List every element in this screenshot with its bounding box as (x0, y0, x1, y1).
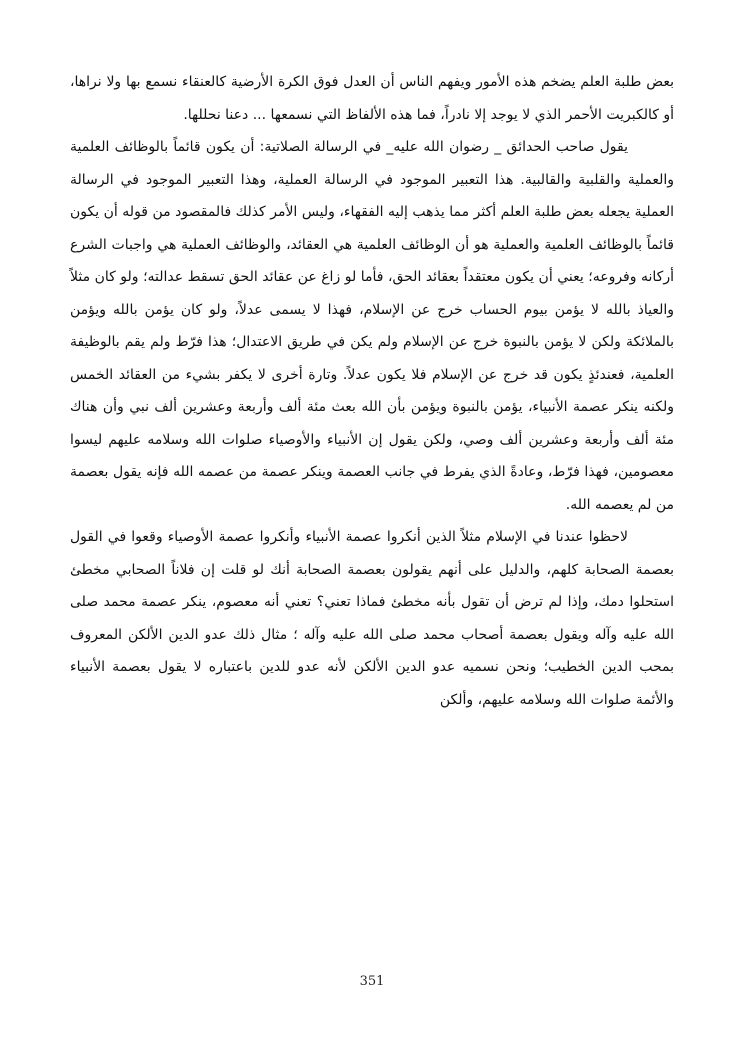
page-number: 351 (359, 974, 385, 989)
page-body (70, 66, 674, 716)
paragraph: بعض طلبة العلم يضخم هذه الأمور ويفهم الناس أن العدل فوق الكرة الأرضية كالعنقاء نسمع بها ولا نراها، أو كالكبريت الأحمر الذي لا يوجد إلا نادراً، فما هذه الألفاظ التي نسمعها ... دعنا نحللها. (70, 74, 674, 123)
paragraph: لاحظوا عندنا في الإسلام مثلاً الذين أنكروا عصمة الأنبياء وأنكروا عصمة الأوصياء وقعوا في القول بعصمة الصحابة كلهم، والدليل على أنهم يقولون بعصمة الصحابة أنك لو قلت إن فلاناً الصحابي مخطئ استحلوا دمك، وإذا لم ترض أن تقول بأنه مخطئ فماذا تعني؟ تعني أنه معصوم، ينكر عصمة محمد صلى الله عليه وآله ويقول بعصمة أصحاب محمد صلى الله عليه وآله ؛ مثال ذلك عدو الدين الألكن المعروف بمحب الدين الخطيب؛ ونحن نسميه عدو الدين الألكن لأنه عدو للدين باعتباره لا يقول بعصمة الأنبياء والأئمة صلوات الله وسلامه عليهم، وألكن (70, 529, 674, 708)
paragraph: يقول صاحب الحدائق _ رضوان الله عليه_ في الرسالة الصلاتية: أن يكون قائماً بالوظائف العلمية والعملية والقلبية والقالبية. هذا التعبير الموجود في الرسالة العملية، وهذا التعبير الموجود في الرسالة العملية يجعله بعض طلبة العلم أكثر مما يذهب إليه الفقهاء، وليس الأمر كذلك فالمقصود من قوله أن يكون قائماً بالوظائف العلمية والعملية هو أن الوظائف العلمية هي العقائد، والوظائف العملية هي واجبات الشرع أركانه وفروعه؛ يعني أن يكون معتقداً بعقائد الحق، فأما لو زاغ عن عقائد الحق تسقط عدالته؛ ولو كان مثلاً والعياذ بالله لا يؤمن بيوم الحساب خرج عن الإسلام، فهذا لا يسمى عدلاً، ولو كان يؤمن بالله ويؤمن بالملائكة ولكن لا يؤمن بالنبوة خرج عن الإسلام ولم يكن في طريق الاعتدال؛ هذا فرّط ولم يقم بالوظيفة العلمية، فعندئذٍ يكون قد خرج عن الإسلام فلا يكون عدلاً. وتارة أخرى لا يكفر بشيء من العقائد الخمس ولكنه ينكر عصمة الأنبياء، يؤمن بالنبوة ويؤمن بأن الله بعث مئة ألف وأربعة وعشرين ألف نبي وأن هناك مئة ألف وأربعة وعشرين ألف وصي، ولكن يقول إن الأنبياء والأوصياء صلوات الله وسلامه عليهم ليسوا معصومين، فهذا فرّط، وعادةً الذي يفرط في جانب العصمة وينكر عصمة من عصمه الله فإنه يقول بعصمة من لم يعصمه الله. (70, 139, 674, 513)
